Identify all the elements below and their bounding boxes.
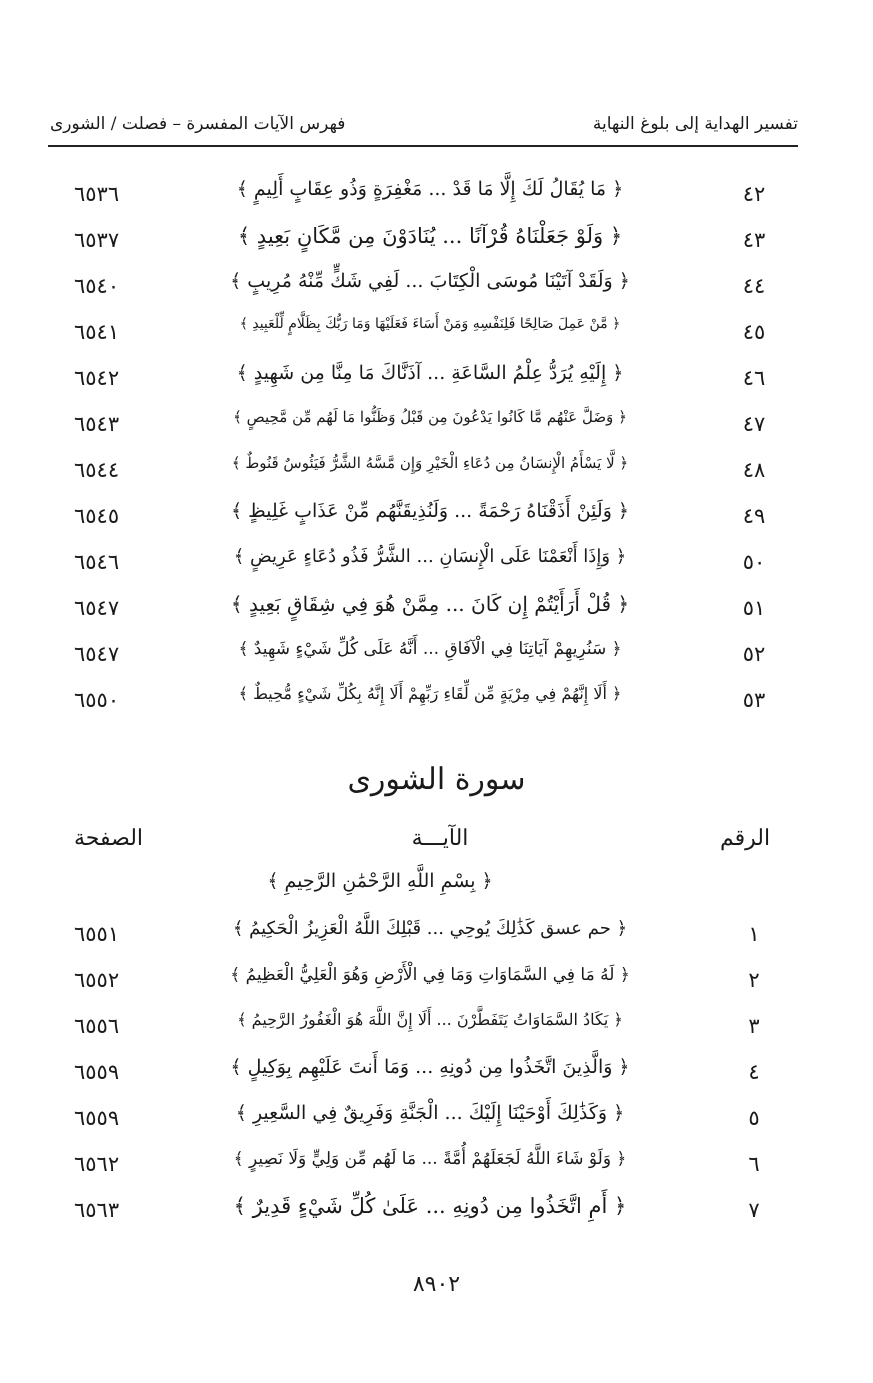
ayah-number: ١ [748, 922, 760, 946]
page-reference: ٦٥٥٢ [74, 968, 120, 992]
page-reference: ٦٥٥٩ [74, 1106, 120, 1130]
ayah-text: ﴿ مَّنْ عَمِلَ صَالِحًا فَلِنَفْسِهِ وَمَنْ أَسَاءَ فَعَلَيْهَا وَمَا رَبُّكَ بِظَلَّامٍ لِّلْعَبِيدِ ﴾ [239, 316, 621, 332]
ayah-number: ٤٨ [742, 458, 766, 482]
index-row [60, 360, 780, 402]
index-row [60, 268, 780, 310]
page-reference: ٦٥٤٣ [74, 412, 120, 436]
surah-title: سورة الشورى [347, 762, 526, 797]
page-reference: ٦٥٤٤ [74, 458, 120, 482]
page-reference: ٦٥٥٦ [74, 1014, 120, 1038]
index-row [60, 544, 780, 586]
ayah-number: ٢ [748, 968, 760, 992]
page-reference: ٦٥٣٧ [74, 228, 120, 252]
index-row [60, 498, 780, 540]
header-rule [48, 145, 798, 147]
ayah-number: ٣ [748, 1014, 760, 1038]
ayah-number: ٦ [748, 1152, 760, 1176]
ayah-number: ٤ [748, 1060, 760, 1084]
page-number: ٨٩٠٢ [412, 1272, 461, 1297]
ayah-number: ٤٣ [742, 228, 766, 252]
ayah-text: ﴿ قُلْ أَرَأَيْتُمْ إِن كَانَ ... مِمَّنْ هُوَ فِي شِقَاقٍ بَعِيدٍ ﴾ [230, 592, 630, 616]
index-row [60, 452, 780, 494]
ayah-text: ﴿ وَضَلَّ عَنْهُم مَّا كَانُوا يَدْعُونَ مِن قَبْلُ وَظَنُّوا مَا لَهُم مِّن مَّحِيصٍ ﴾ [233, 408, 627, 426]
index-row [60, 916, 780, 958]
page-reference: ٦٥٤٠ [74, 274, 120, 298]
ayah-number: ٥٢ [742, 642, 766, 666]
page-reference: ٦٥٥٠ [74, 688, 120, 712]
page-reference: ٦٥٥٩ [74, 1060, 120, 1084]
page-reference: ٦٥٤٧ [74, 642, 120, 666]
column-header-number: الرقم [719, 826, 771, 851]
ayah-text: ﴿ إِلَيْهِ يُرَدُّ عِلْمُ السَّاعَةِ ... آذَنَّاكَ مَا مِنَّا مِن شَهِيدٍ ﴾ [236, 362, 624, 384]
column-header-page: الصفحة [74, 826, 144, 851]
page-reference: ٦٥٣٦ [74, 182, 120, 206]
ayah-number: ٤٢ [742, 182, 766, 206]
ayah-text: ﴿ حم عسق كَذَٰلِكَ يُوحِي ... قَبْلِكَ اللَّهُ الْعَزِيزُ الْحَكِيمُ ﴾ [232, 918, 628, 939]
ayah-text: ﴿ لَّا يَسْأَمُ الْإِنسَانُ مِن دُعَاءِ الْخَيْرِ وَإِن مَّسَّهُ الشَّرُّ فَيَئُوسٌ قَنُوطٌ ﴾ [231, 454, 629, 472]
index-row [60, 1192, 780, 1234]
index-row [60, 1100, 780, 1142]
book-title: تفسير الهداية إلى بلوغ النهاية [592, 114, 798, 134]
page-reference: ٦٥٤٢ [74, 366, 120, 390]
ayah-text: ﴿ وَلَئِنْ أَذَقْنَاهُ رَحْمَةً ... وَلَنُذِيقَنَّهُم مِّنْ عَذَابٍ غَلِيظٍ ﴾ [230, 500, 630, 522]
ayah-number: ٤٥ [742, 320, 766, 344]
section-title: فهرس الآيات المفسرة – فصلت / الشورى [50, 114, 346, 134]
ayah-text: ﴿ يَكَادُ السَّمَاوَاتُ يَتَفَطَّرْنَ ... أَلَا إِنَّ اللَّهَ هُوَ الْغَفُورُ الرَّحِيمُ ﴾ [237, 1010, 623, 1029]
ayah-number: ٤٦ [742, 366, 766, 390]
index-row [60, 962, 780, 1004]
page-reference: ٦٥٦٢ [74, 1152, 120, 1176]
index-row [60, 406, 780, 448]
index-row [60, 314, 780, 356]
ayah-text: ﴿ وَكَذَٰلِكَ أَوْحَيْنَا إِلَيْكَ ... الْجَنَّةِ وَفَرِيقٌ فِي السَّعِيرِ ﴾ [235, 1102, 625, 1124]
ayah-number: ٧ [748, 1198, 760, 1222]
page-reference: ٦٥٤٥ [74, 504, 120, 528]
index-row [60, 590, 780, 632]
ayah-text: ﴿ لَهُ مَا فِي السَّمَاوَاتِ وَمَا فِي الْأَرْضِ وَهُوَ الْعَلِيُّ الْعَظِيمُ ﴾ [230, 965, 630, 985]
basmala: ﴿ بِسْمِ اللَّهِ الرَّحْمَٰنِ الرَّحِيمِ ﴾ [267, 870, 493, 892]
index-row [60, 682, 780, 724]
ayah-text: ﴿ أَلَا إِنَّهُمْ فِي مِرْيَةٍ مِّن لِّقَاءِ رَبِّهِمْ أَلَا إِنَّهُ بِكُلِّ شَيْءٍ مُّحِيطٌ ﴾ [238, 684, 622, 703]
ayah-number: ٤٧ [742, 412, 766, 436]
ayah-text: ﴿ سَنُرِيهِمْ آيَاتِنَا فِي الْآفَاقِ ... أَنَّهُ عَلَى كُلِّ شَيْءٍ شَهِيدٌ ﴾ [238, 639, 622, 659]
page-reference: ٦٥٤٦ [74, 550, 120, 574]
page-reference: ٦٥٥١ [74, 922, 120, 946]
index-row [60, 176, 780, 218]
index-row [60, 1008, 780, 1050]
running-header [50, 114, 798, 140]
page-reference: ٦٥٤١ [74, 320, 120, 344]
ayah-text: ﴿ وَلَقَدْ آتَيْنَا مُوسَى الْكِتَابَ ... لَفِي شَكٍّ مِّنْهُ مُرِيبٍ ﴾ [230, 270, 630, 292]
column-headers [60, 826, 780, 862]
ayah-number: ٥١ [742, 596, 766, 620]
ayah-text: ﴿ وَلَوْ جَعَلْنَاهُ قُرْآنًا ... يُنَادَوْنَ مِن مَّكَانٍ بَعِيدٍ ﴾ [237, 224, 623, 248]
ayah-number: ٤٩ [742, 504, 766, 528]
ayah-number: ٥٠ [742, 550, 766, 574]
ayah-text: ﴿ أَمِ اتَّخَذُوا مِن دُونِهِ ... عَلَىٰ كُلِّ شَيْءٍ قَدِيرٌ ﴾ [233, 1194, 627, 1218]
page-reference: ٦٥٤٧ [74, 596, 120, 620]
ayah-text: ﴿ وَلَوْ شَاءَ اللَّهُ لَجَعَلَهُمْ أُمَّةً ... مَا لَهُم مِّن وَلِيٍّ وَلَا نَصِيرٍ ﴾ [233, 1149, 627, 1169]
column-header-ayah: الآيـــة [411, 826, 469, 851]
ayah-number: ٥٣ [742, 688, 766, 712]
ayah-text: ﴿ وَإِذَا أَنْعَمْنَا عَلَى الْإِنسَانِ ... الشَّرُّ فَذُو دُعَاءٍ عَرِيضٍ ﴾ [233, 546, 627, 567]
index-row [60, 222, 780, 264]
page-reference: ٦٥٦٣ [74, 1198, 120, 1222]
ayah-number: ٤٤ [742, 274, 766, 298]
ayah-text: ﴿ مَا يُقَالُ لَكَ إِلَّا مَا قَدْ ... مَغْفِرَةٍ وَذُو عِقَابٍ أَلِيمٍ ﴾ [236, 178, 624, 200]
index-row [60, 1054, 780, 1096]
ayah-number: ٥ [748, 1106, 760, 1130]
index-row [60, 636, 780, 678]
ayah-text: ﴿ وَالَّذِينَ اتَّخَذُوا مِن دُونِهِ ... وَمَا أَنتَ عَلَيْهِم بِوَكِيلٍ ﴾ [230, 1056, 630, 1078]
index-row [60, 1146, 780, 1188]
